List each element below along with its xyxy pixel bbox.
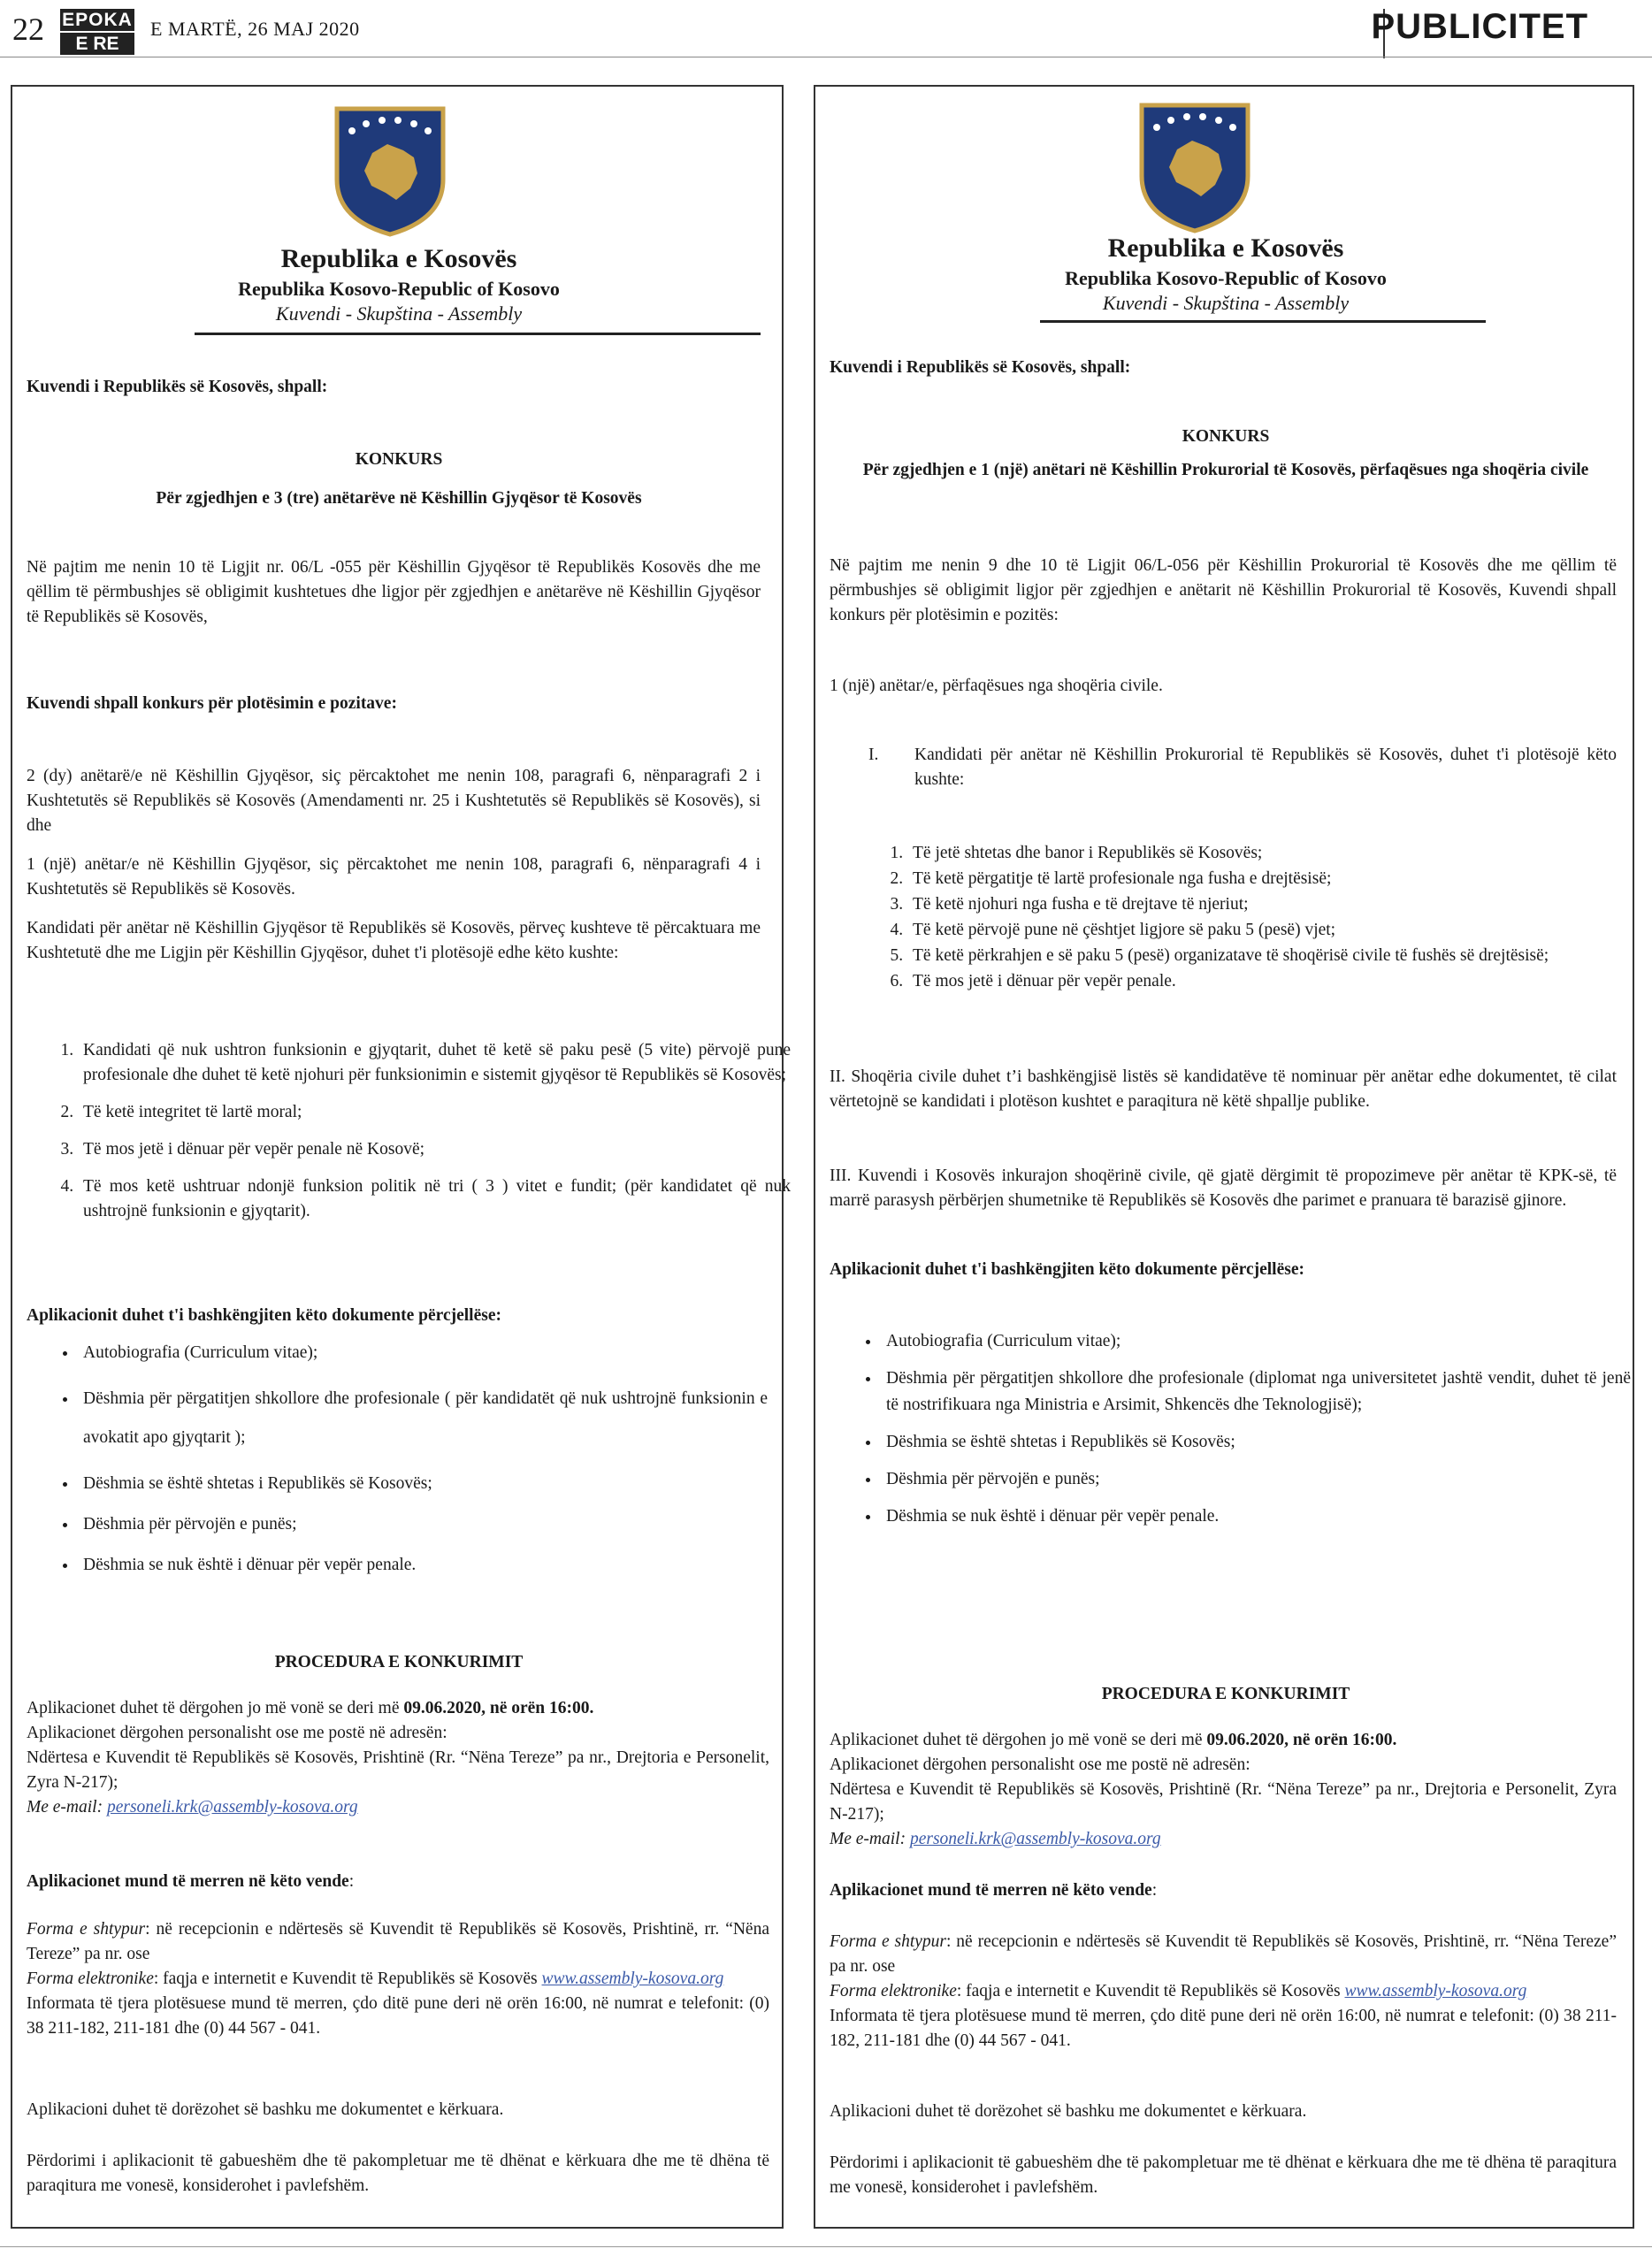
- list-item: • Autobiografia (Curriculum vitae);: [881, 1328, 1631, 1355]
- position-2: 1 (një) anëtar/e në Këshillin Gjyqësor, siç përcaktohet me nenin 108, paragrafi 6, nënparagrafi 4 i Kushtetutës së Republikës së Kosovës.: [27, 855, 761, 899]
- list-item: 3. Të mos jetë i dënuar për vepër penale në Kosovë;: [78, 1137, 791, 1162]
- documents-heading: Aplikacionit duhet t'i bashkëngjiten këto dokumente përcjellëse:: [27, 1306, 501, 1325]
- procedure-block: [27, 1696, 769, 1820]
- header-subtitle: Republika Kosovo-Republic of Kosovo: [1065, 267, 1387, 289]
- list-item: • Dëshmia se nuk është i dënuar për vepër penale.: [78, 1551, 768, 1579]
- intro-paragraph: Në pajtim me nenin 9 dhe 10 të Ligjit 06/L-056 për Këshillin Prokurorial të Kosovës dhe me qëllim të përmbushjes së obligimit ligjor për zgjedhjen e anëtarit në Këshillin Prokurorial të Kosovës, Kuvendi shpall konkurs për plotësimin e pozitës:: [830, 556, 1617, 624]
- list-item: 3. Të ketë njohuri nga fusha e të drejtave të njeriut;: [907, 891, 1615, 917]
- logo-bottom-text: E RE: [60, 33, 134, 55]
- header-title: Republika e Kosovës: [280, 244, 517, 273]
- header-assembly: Kuvendi - Skupština - Assembly: [275, 302, 523, 325]
- info-text: Informata të tjera plotësuese mund të merren, çdo ditë pune deri në orën 16:00, në numrat e telefonit: (0) 38 211-182, 211-181 dhe (0) 44 567 - 041.: [830, 2007, 1617, 2050]
- list-item: 1. Kandidati që nuk ushtron funksionin e gjyqtarit, duhet të ketë së paku pesë (5 vite) përvojë pune profesionale dhe duhet të ketë njohuri për funksionimin e sistemit gjyqësor të Republikës së Kosovës;: [78, 1038, 791, 1088]
- conditions-list: [42, 1038, 791, 1224]
- list-item: • Dëshmia se është shtetas i Republikës së Kosovës;: [78, 1470, 768, 1498]
- header-subtitle: Republika Kosovo-Republic of Kosovo: [238, 278, 560, 300]
- email-link[interactable]: personeli.krk@assembly-kosova.org: [909, 1830, 1161, 1848]
- electronic-label: Forma elektronike: [27, 1970, 154, 1988]
- submit-text: Aplikacioni duhet të dorëzohet së bashku me dokumentet e kërkuara.: [27, 2100, 504, 2119]
- page-number: 22: [12, 11, 44, 47]
- section-3-text: III. Kuvendi i Kosovës inkurajon shoqërinë civile, që gjatë dërgimit të propozimeve për anëtar të KPK-së, të marrë parasysh përbërjen shumetnike të Republikës së Kosovës dhe parimet e pranuara të barazisë gjinore.: [830, 1166, 1617, 1210]
- invalid-text: Përdorimi i aplikacionit të gabueshëm dhe të pakompletuar me të dhënat e kërkuara dhe me të dhëna të paraqitura me vonesë, konsiderohet i pavlefshëm.: [830, 2153, 1617, 2197]
- website-link[interactable]: www.assembly-kosova.org: [1344, 1982, 1527, 2000]
- list-item: 4. Të mos ketë ushtruar ndonjë funksion politik në tri ( 3 ) vitet e fundit; (për kandidatet që nuk ushtrojnë funksionin e gjyqtarit).: [78, 1174, 791, 1224]
- printed-label: Forma e shtypur: [27, 1920, 146, 1939]
- where-block: [27, 1917, 769, 2041]
- printed-text: : në recepcionin e ndërtesës së Kuvendit të Republikës së Kosovës, Prishtinë, rr. “Nëna Tereze” pa nr. ose: [27, 1920, 769, 1963]
- list-item: 2. Të ketë përgatitje të lartë profesionale nga fusha e drejtësisë;: [907, 866, 1615, 891]
- intro-paragraph: Në pajtim me nenin 10 të Ligjit nr. 06/L -055 për Këshillin Gjyqësor të Republikës Kosovës dhe me qëllim të përmbushjes së obligimit kushtetues dhe ligjor për zgjedhjen e anëtarëve në Këshillin Gjyqësor të Republikës së Kosovës,: [27, 558, 761, 626]
- section-2-text: II. Shoqëria civile duhet t’i bashkëngjisë listës së kandidatëve të nominuar për anëtar edhe dokumentet, të cilat vërtetojnë se kandidati i plotëson kushtet e paraqitura në këtë shpallje publike.: [830, 1067, 1617, 1111]
- procedure-block: [830, 1728, 1617, 1852]
- list-item: • Dëshmia se nuk është i dënuar për vepër penale.: [881, 1503, 1631, 1530]
- header-rule: [195, 333, 761, 335]
- list-item: 5. Të ketë përkrahjen e së paku 5 (pesë) organizatave të shoqërisë civile të fushës së drejtësisë;: [907, 943, 1615, 968]
- email-label: Me e-mail:: [27, 1798, 107, 1817]
- list-item: • Dëshmia për përgatitjen shkollore dhe profesionale (diplomat nga universitetet jashtë vendit, duhet të jenë të nostrifikuara nga Ministria e Arsimit, Shkencës dhe Teknologjisë);: [881, 1365, 1631, 1419]
- list-item: 1. Të jetë shtetas dhe banor i Republikës së Kosovës;: [907, 840, 1615, 866]
- positions-heading: Kuvendi shpall konkurs për plotësimin e pozitave:: [27, 694, 397, 713]
- konkurs-title: KONKURS: [1182, 427, 1270, 446]
- where-heading: Aplikacionet mund të merren në këto vende: [27, 1872, 349, 1891]
- send-line: Aplikacionet dërgohen personalisht ose me postë në adresën:: [830, 1755, 1250, 1774]
- where-block: [830, 1930, 1617, 2054]
- printed-label: Forma e shtypur: [830, 1932, 946, 1951]
- procedure-title: PROCEDURA E KONKURIMIT: [1101, 1685, 1350, 1703]
- send-line: Aplikacionet dërgohen personalisht ose me postë në adresën:: [27, 1724, 447, 1742]
- announce-line: Kuvendi i Republikës së Kosovës, shpall:: [27, 378, 328, 396]
- conditions-intro: Kandidati për anëtar në Këshillin Gjyqësor të Republikës së Kosovës, përveç kushteve të përcaktuara me Kushtetutë dhe me Ligjin për Këshillin Gjyqësor, duhet t'i plotësojë edhe këto kushte:: [27, 919, 761, 962]
- masthead: [0, 0, 1652, 58]
- logo-top-text: EPOKA: [60, 9, 134, 31]
- list-item: 2. Të ketë integritet të lartë moral;: [78, 1100, 791, 1125]
- deadline-date: 09.06.2020, në orën 16:00.: [1206, 1731, 1397, 1749]
- procedure-title: PROCEDURA E KONKURIMIT: [274, 1653, 524, 1671]
- header-rule: [1040, 320, 1486, 323]
- announce-line: Kuvendi i Republikës së Kosovës, shpall:: [830, 358, 1131, 377]
- email-label: Me e-mail:: [830, 1830, 910, 1848]
- documents-heading: Aplikacionit duhet t'i bashkëngjiten këto dokumente përcjellëse:: [830, 1260, 1304, 1279]
- electronic-text: : faqja e internetit e Kuvendit të Republikës së Kosovës: [153, 1970, 542, 1988]
- address: Ndërtesa e Kuvendit të Republikës së Kosovës, Prishtinë (Rr. “Nëna Tereze” pa nr., Drejtoria e Personelit, Zyra N-217);: [27, 1748, 769, 1792]
- where-heading: Aplikacionet mund të merren në këto vende: [830, 1881, 1152, 1900]
- invalid-text: Përdorimi i aplikacionit të gabueshëm dhe të pakompletuar me të dhënat e kërkuara dhe me të dhëna të paraqitura me vonesë, konsiderohet i pavlefshëm.: [27, 2152, 769, 2195]
- conditions-list: [872, 840, 1615, 994]
- kosovo-emblem-icon: [333, 104, 447, 237]
- deadline-date: 09.06.2020, në orën 16:00.: [403, 1699, 594, 1717]
- printed-text: : në recepcionin e ndërtesës së Kuvendit të Republikës së Kosovës, Prishtinë, rr. “Nëna Tereze” pa nr. ose: [830, 1932, 1617, 1976]
- list-item: • Dëshmia për përvojën e punës;: [881, 1466, 1631, 1493]
- list-item: 4. Të ketë përvojë pune në çështjet ligjore së paku 5 (pesë) vjet;: [907, 917, 1615, 943]
- email-link[interactable]: personeli.krk@assembly-kosova.org: [106, 1798, 358, 1817]
- konkurs-subtitle: Për zgjedhjen e 3 (tre) anëtarëve në Këshillin Gjyqësor të Kosovës: [156, 489, 642, 508]
- electronic-text: : faqja e internetit e Kuvendit të Republikës së Kosovës: [956, 1982, 1345, 2000]
- announcement-judicial-council: Republika e Kosovës Republika Kosovo-Republic of Kosovo Kuvendi - Skupština - Assembly Kuvendi i Republikës së Kosovës, shpall: KONKURS Për zgjedhjen e 3 (tre) anëtarëve në Këshillin Gjyqësor të Kosovës Në pajtim me nenin 10 të Ligjit nr. 06/L -055 për Këshillin Gjyqësor të Republikës Kosovës dhe me qëllim të përmbushjes së obligimit kushtetues dhe ligjor për zgjedhjen e anëtarëve në Këshillin Gjyqësor të Republikës së Kosovës, Kuvendi shpall konkurs për plotësimin e pozitave: 2 (dy) anëtarë/e në Këshillin Gjyqësor, siç përcaktohet me nenin 108, paragrafi 6, nënparagrafi 2 i Kushtetutës së Republikës së Kosovës (Amendamenti nr. 25 i Kushtetutës së Republikës së Kosovës), si dhe 1 (një) anëtar/e në Këshillin Gjyqësor, siç përcaktohet me nenin 108, paragrafi 6, nënparagrafi 4 i Kushtetutës së Republikës së Kosovës. Kandidati për anëtar në Këshillin Gjyqësor të Republikës së Kosovës, përveç kushteve të përcaktuara me Kushtetutë dhe me Ligjin për Këshillin Gjyqësor, duhet t'i plotësojë edhe këto kushte: 1. Kandidati që nuk ushtron funksionin e gjyqtarit, duhet të ketë së paku pesë (5 vite) përvojë pune profesionale dhe duhet të ketë njohuri për funksionimin e sistemit gjyqësor të Republikës së Kosovës; 2. Të ketë integritet të lartë moral; 3. Të mos jetë i dënuar për vepër penale në Kosovë; 4. Të mos ketë ushtruar ndonjë funksion politik në tri ( 3 ) vitet e fundit; (për kandidatet që nuk ushtrojnë funksionin e gjyqtarit). Aplikacionit duhet t'i bashkëngjiten këto dokumente përcjellëse: • Autobiografia (Curriculum vitae); • Dëshmia për përgatitjen shkollore dhe profesionale ( për kandidatët që nuk ushtrojnë funksionin e avokatit apo gjyqtarit ); • Dëshmia se është shtetas i Republikës së Kosovës; • Dëshmia për përvojën e punës; • Dëshmia se nuk është i dënuar për vepër penale. PROCEDURA E KONKURIMIT Aplikacionet duhet të dërgohen jo më vonë se deri më 09.06.2020, në orën 16:00. Aplikacionet dërgohen personalisht ose me postë në adresën: Ndërtesa e Kuvendit të Republikës së Kosovës, Prishtinë (Rr. “Nëna Tereze” pa nr., Drejtoria e Personelit, Zyra N-217); Me e-mail: personeli.krk@assembly-kosova.org Aplikacionet mund të merren në këto vende: Forma e shtypur: në recepcionin e ndërtesës së Kuvendit të Republikës së Kosovës, Prishtinë, rr. “Nëna Tereze” pa nr. ose Forma elektronike: faqja e internetit e Kuvendit të Republikës së Kosovës www.assembly-kosova.org Informata të tjera plotësuese mund të merren, çdo ditë pune deri në orën 16:00, në numrat e telefonit: (0) 38 211-182, 211-181 dhe (0) 44 567 - 041. Aplikacioni duhet të dorëzohet së bashku me dokumentet e kërkuara. Përdorimi i aplikacionit të gabueshëm dhe të pakompletuar me të dhënat e kërkuara dhe me të dhëna të paraqitura me vonesë, konsiderohet i pavlefshëm.: [11, 85, 784, 2229]
- documents-list: [845, 1328, 1631, 1530]
- list-item: • Dëshmia për përgatitjen shkollore dhe profesionale ( për kandidatët që nuk ushtrojnë funksionin e avokatit apo gjyqtarit );: [78, 1380, 768, 1457]
- footer-rule: [0, 2246, 1652, 2247]
- electronic-label: Forma elektronike: [830, 1982, 957, 2000]
- documents-list: [42, 1339, 768, 1579]
- header-title: Republika e Kosovës: [1107, 233, 1344, 263]
- deadline-text: Aplikacionet duhet të dërgohen jo më vonë se deri më: [27, 1699, 404, 1717]
- section-1-number: I.: [868, 746, 879, 764]
- header-assembly: Kuvendi - Skupština - Assembly: [1102, 292, 1350, 314]
- info-text: Informata të tjera plotësuese mund të merren, çdo ditë pune deri në orën 16:00, në numrat e telefonit: (0) 38 211-182, 211-181 dhe (0) 44 567 - 041.: [27, 1994, 769, 2038]
- kosovo-emblem-icon: [1137, 101, 1252, 233]
- konkurs-title: KONKURS: [355, 450, 443, 469]
- list-item: • Autobiografia (Curriculum vitae);: [78, 1339, 768, 1367]
- list-item: • Dëshmia se është shtetas i Republikës së Kosovës;: [881, 1429, 1631, 1456]
- section-1-text: Kandidati për anëtar në Këshillin Prokurorial të Republikës së Kosovës, duhet t'i plotësojë këto kushte:: [914, 746, 1617, 789]
- announcement-prosecutorial-council: Republika e Kosovës Republika Kosovo-Republic of Kosovo Kuvendi - Skupština - Assembly Kuvendi i Republikës së Kosovës, shpall: KONKURS Për zgjedhjen e 1 (një) anëtari në Këshillin Prokurorial të Kosovës, përfaqësues nga shoqëria civile Në pajtim me nenin 9 dhe 10 të Ligjit 06/L-056 për Këshillin Prokurorial të Kosovës dhe me qëllim të përmbushjes së obligimit ligjor për zgjedhjen e anëtarit në Këshillin Prokurorial të Kosovës, Kuvendi shpall konkurs për plotësimin e pozitës: 1 (një) anëtar/e, përfaqësues nga shoqëria civile. I. Kandidati për anëtar në Këshillin Prokurorial të Republikës së Kosovës, duhet t'i plotësojë këto kushte: 1. Të jetë shtetas dhe banor i Republikës së Kosovës; 2. Të ketë përgatitje të lartë profesionale nga fusha e drejtësisë; 3. Të ketë njohuri nga fusha e të drejtave të njeriut; 4. Të ketë përvojë pune në çështjet ligjore së paku 5 (pesë) vjet; 5. Të ketë përkrahjen e së paku 5 (pesë) organizatave të shoqërisë civile të fushës së drejtësisë; 6. Të mos jetë i dënuar për vepër penale. II. Shoqëria civile duhet t’i bashkëngjisë listës së kandidatëve të nominuar për anëtar edhe dokumentet, të cilat vërtetojnë se kandidati i plotëson kushtet e paraqitura në këtë shpallje publike. III. Kuvendi i Kosovës inkurajon shoqërinë civile, që gjatë dërgimit të propozimeve për anëtar të KPK-së, të marrë parasysh përbërjen shumetnike të Republikës së Kosovës dhe parimet e pranuara të barazisë gjinore. Aplikacionit duhet t'i bashkëngjiten këto dokumente përcjellëse: • Autobiografia (Curriculum vitae); • Dëshmia për përgatitjen shkollore dhe profesionale (diplomat nga universitetet jashtë vendit, duhet të jenë të nostrifikuara nga Ministria e Arsimit, Shkencës dhe Teknologjisë); • Dëshmia se është shtetas i Republikës së Kosovës; • Dëshmia për përvojën e punës; • Dëshmia se nuk është i dënuar për vepër penale. PROCEDURA E KONKURIMIT Aplikacionet duhet të dërgohen jo më vonë se deri më 09.06.2020, në orën 16:00. Aplikacionet dërgohen personalisht ose me postë në adresën: Ndërtesa e Kuvendit të Republikës së Kosovës, Prishtinë (Rr. “Nëna Tereze” pa nr., Drejtoria e Personelit, Zyra N-217); Me e-mail: personeli.krk@assembly-kosova.org Aplikacionet mund të merren në këto vende: Forma e shtypur: në recepcionin e ndërtesës së Kuvendit të Republikës së Kosovës, Prishtinë, rr. “Nëna Tereze” pa nr. ose Forma elektronike: faqja e internetit e Kuvendit të Republikës së Kosovës www.assembly-kosova.org Informata të tjera plotësuese mund të merren, çdo ditë pune deri në orën 16:00, në numrat e telefonit: (0) 38 211-182, 211-181 dhe (0) 44 567 - 041. Aplikacioni duhet të dorëzohet së bashku me dokumentet e kërkuara. Përdorimi i aplikacionit të gabueshëm dhe të pakompletuar me të dhënat e kërkuara dhe me të dhëna të paraqitura me vonesë, konsiderohet i pavlefshëm.: [814, 85, 1634, 2229]
- newspaper-logo: [60, 9, 134, 55]
- list-item: 6. Të mos jetë i dënuar për vepër penale.: [907, 968, 1615, 994]
- submit-text: Aplikacioni duhet të dorëzohet së bashku me dokumentet e kërkuara.: [830, 2102, 1307, 2121]
- konkurs-subtitle: Për zgjedhjen e 1 (një) anëtari në Këshillin Prokurorial të Kosovës, përfaqësues nga shoqëria civile: [862, 461, 1589, 479]
- website-link[interactable]: www.assembly-kosova.org: [541, 1970, 724, 1988]
- position-1: 2 (dy) anëtarë/e në Këshillin Gjyqësor, siç përcaktohet me nenin 108, paragrafi 6, nënparagrafi 2 i Kushtetutës së Republikës së Kosovës (Amendamenti nr. 25 i Kushtetutës së Republikës së Kosovës), si dhe: [27, 767, 761, 835]
- section-title: PUBLICITET: [1371, 7, 1588, 46]
- list-item: • Dëshmia për përvojën e punës;: [78, 1511, 768, 1539]
- issue-date: E MARTË, 26 MAJ 2020: [150, 18, 360, 40]
- position-text: 1 (një) anëtar/e, përfaqësues nga shoqëria civile.: [830, 677, 1163, 695]
- address: Ndërtesa e Kuvendit të Republikës së Kosovës, Prishtinë (Rr. “Nëna Tereze” pa nr., Drejtoria e Personelit, Zyra N-217);: [830, 1780, 1617, 1824]
- deadline-text: Aplikacionet duhet të dërgohen jo më vonë se deri më: [830, 1731, 1207, 1749]
